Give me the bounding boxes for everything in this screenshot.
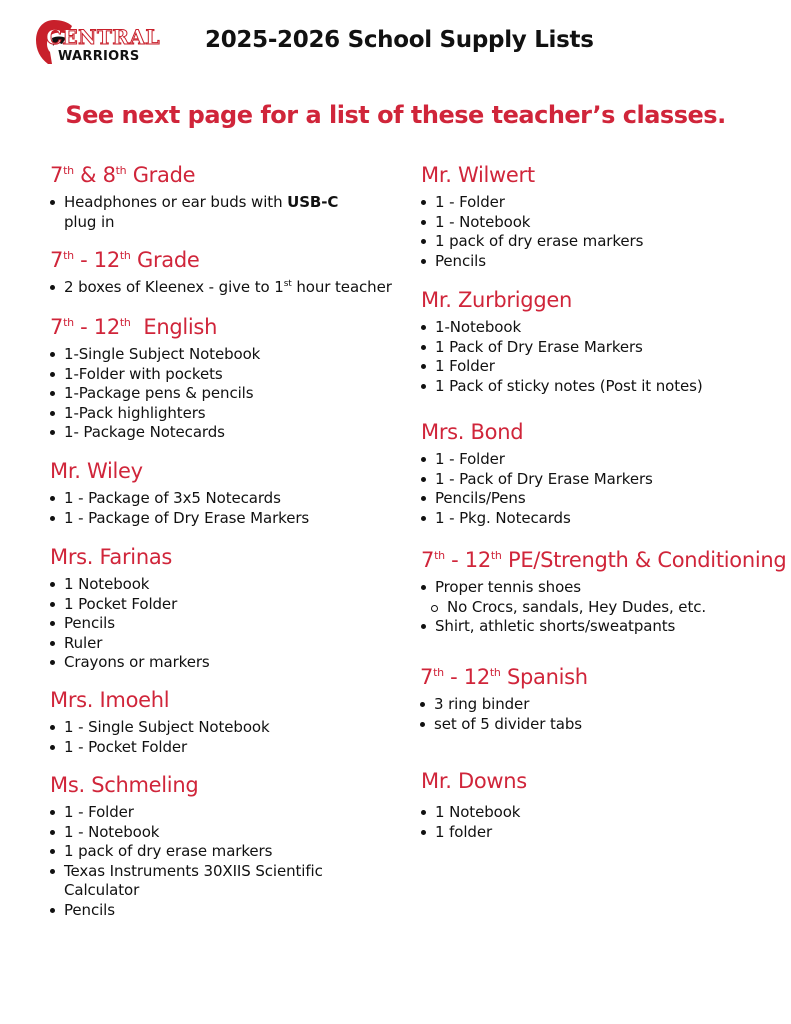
list-item: 1 Pack of Dry Erase Markers [435, 338, 703, 358]
list-item: 1 - Pack of Dry Erase Markers [435, 469, 653, 488]
section-heading: 7th - 12th PE/Strength & Conditioning [421, 548, 787, 572]
section-heading: Mrs. Imoehl [50, 688, 170, 712]
list-item: Proper tennis shoes [435, 578, 786, 598]
list-item: set of 5 divider tabs [434, 715, 588, 735]
list-item: 1 - Package of 3x5 Notecards [64, 489, 309, 509]
list-item: 1-Folder with pockets [64, 365, 260, 385]
section-7th-12th-grade [50, 248, 392, 298]
section-heading: 7th - 12th English [50, 315, 218, 339]
list-item: 1 - Pkg. Notecards [435, 509, 653, 529]
list-item: 1 Pack of sticky notes (Post it notes) [435, 376, 703, 395]
section-heading: Mr. Downs [421, 769, 527, 793]
list-item: 2 boxes of Kleenex - give to 1st hour teacher [64, 278, 392, 296]
section-mrs-farinas [50, 545, 210, 673]
list-item: Headphones or ear buds with USB-C plug in [64, 193, 354, 232]
list-item: 1 Notebook [64, 575, 210, 595]
section-heading: 7th - 12th Spanish [420, 665, 588, 689]
list-item: 1 - Notebook [435, 213, 643, 233]
section-mr-downs [421, 769, 527, 842]
section-mr-wilwert [421, 163, 643, 271]
list-item: 1 - Package of Dry Erase Markers [64, 508, 310, 527]
section-7th-8th-grade [50, 163, 354, 232]
section-pe-strength [421, 548, 786, 637]
section-heading: Ms. Schmeling [50, 773, 199, 797]
logo-text-central: CENTRAL [46, 25, 161, 49]
section-heading: Mr. Zurbriggen [421, 288, 572, 312]
list-item: 3 ring binder [434, 695, 588, 715]
list-item: Crayons or markers [64, 653, 210, 672]
list-item: 1-Package pens & pencils [64, 384, 260, 404]
section-heading: 7th - 12th Grade [50, 248, 200, 272]
section-mr-wiley [50, 459, 309, 528]
section-ms-schmeling [50, 773, 364, 921]
list-item: 1 Pocket Folder [64, 595, 210, 615]
list-item: Pencils [64, 614, 210, 634]
section-heading: Mrs. Farinas [50, 545, 173, 569]
list-item: 1 pack of dry erase markers [64, 842, 364, 862]
list-item: 1 - Folder [435, 450, 653, 470]
list-item: Pencils/Pens [435, 489, 653, 509]
section-mr-zurbriggen [421, 288, 703, 396]
list-item: 1-Single Subject Notebook [64, 345, 261, 363]
list-item: 1 Folder [435, 357, 703, 377]
section-mrs-bond [421, 420, 653, 528]
section-7th-12th-english [50, 315, 260, 443]
list-item: Pencils [435, 252, 643, 272]
section-heading: Mrs. Bond [421, 420, 524, 444]
sub-list-item: No Crocs, sandals, Hey Dudes, etc. [447, 598, 786, 618]
list-item: 1 folder [435, 823, 527, 843]
list-item: Pencils [64, 901, 364, 921]
list-item: 1 - Single Subject Notebook [64, 718, 270, 736]
list-item: 1 - Folder [64, 803, 364, 823]
section-spanish [420, 665, 588, 734]
list-item: Ruler [64, 634, 210, 654]
section-mrs-imoehl [50, 688, 270, 757]
list-item: 1- Package Notecards [64, 423, 260, 443]
list-item: 1 - Folder [435, 193, 643, 213]
section-heading: Mr. Wiley [50, 459, 143, 483]
page-title: 2025-2026 School Supply Lists [205, 27, 594, 53]
list-item: 1 Notebook [435, 803, 527, 823]
logo-text-warriors: WARRIORS [58, 49, 140, 64]
list-item: 1 pack of dry erase markers [435, 232, 644, 251]
list-item: 1 - Notebook [64, 823, 364, 843]
list-item: 1 - Pocket Folder [64, 738, 270, 758]
notice-banner: See next page for a list of these teacher’s classes. [65, 101, 726, 129]
section-heading: Mr. Wilwert [421, 163, 535, 187]
school-logo [34, 18, 161, 70]
list-item: 1-Pack highlighters [64, 404, 260, 424]
list-item: Shirt, athletic shorts/sweatpants [435, 617, 786, 637]
section-heading: 7th & 8th Grade [50, 163, 196, 187]
list-item: Texas Instruments 30XIIS Scientific Calculator [64, 862, 364, 901]
list-item: 1-Notebook [435, 318, 703, 338]
